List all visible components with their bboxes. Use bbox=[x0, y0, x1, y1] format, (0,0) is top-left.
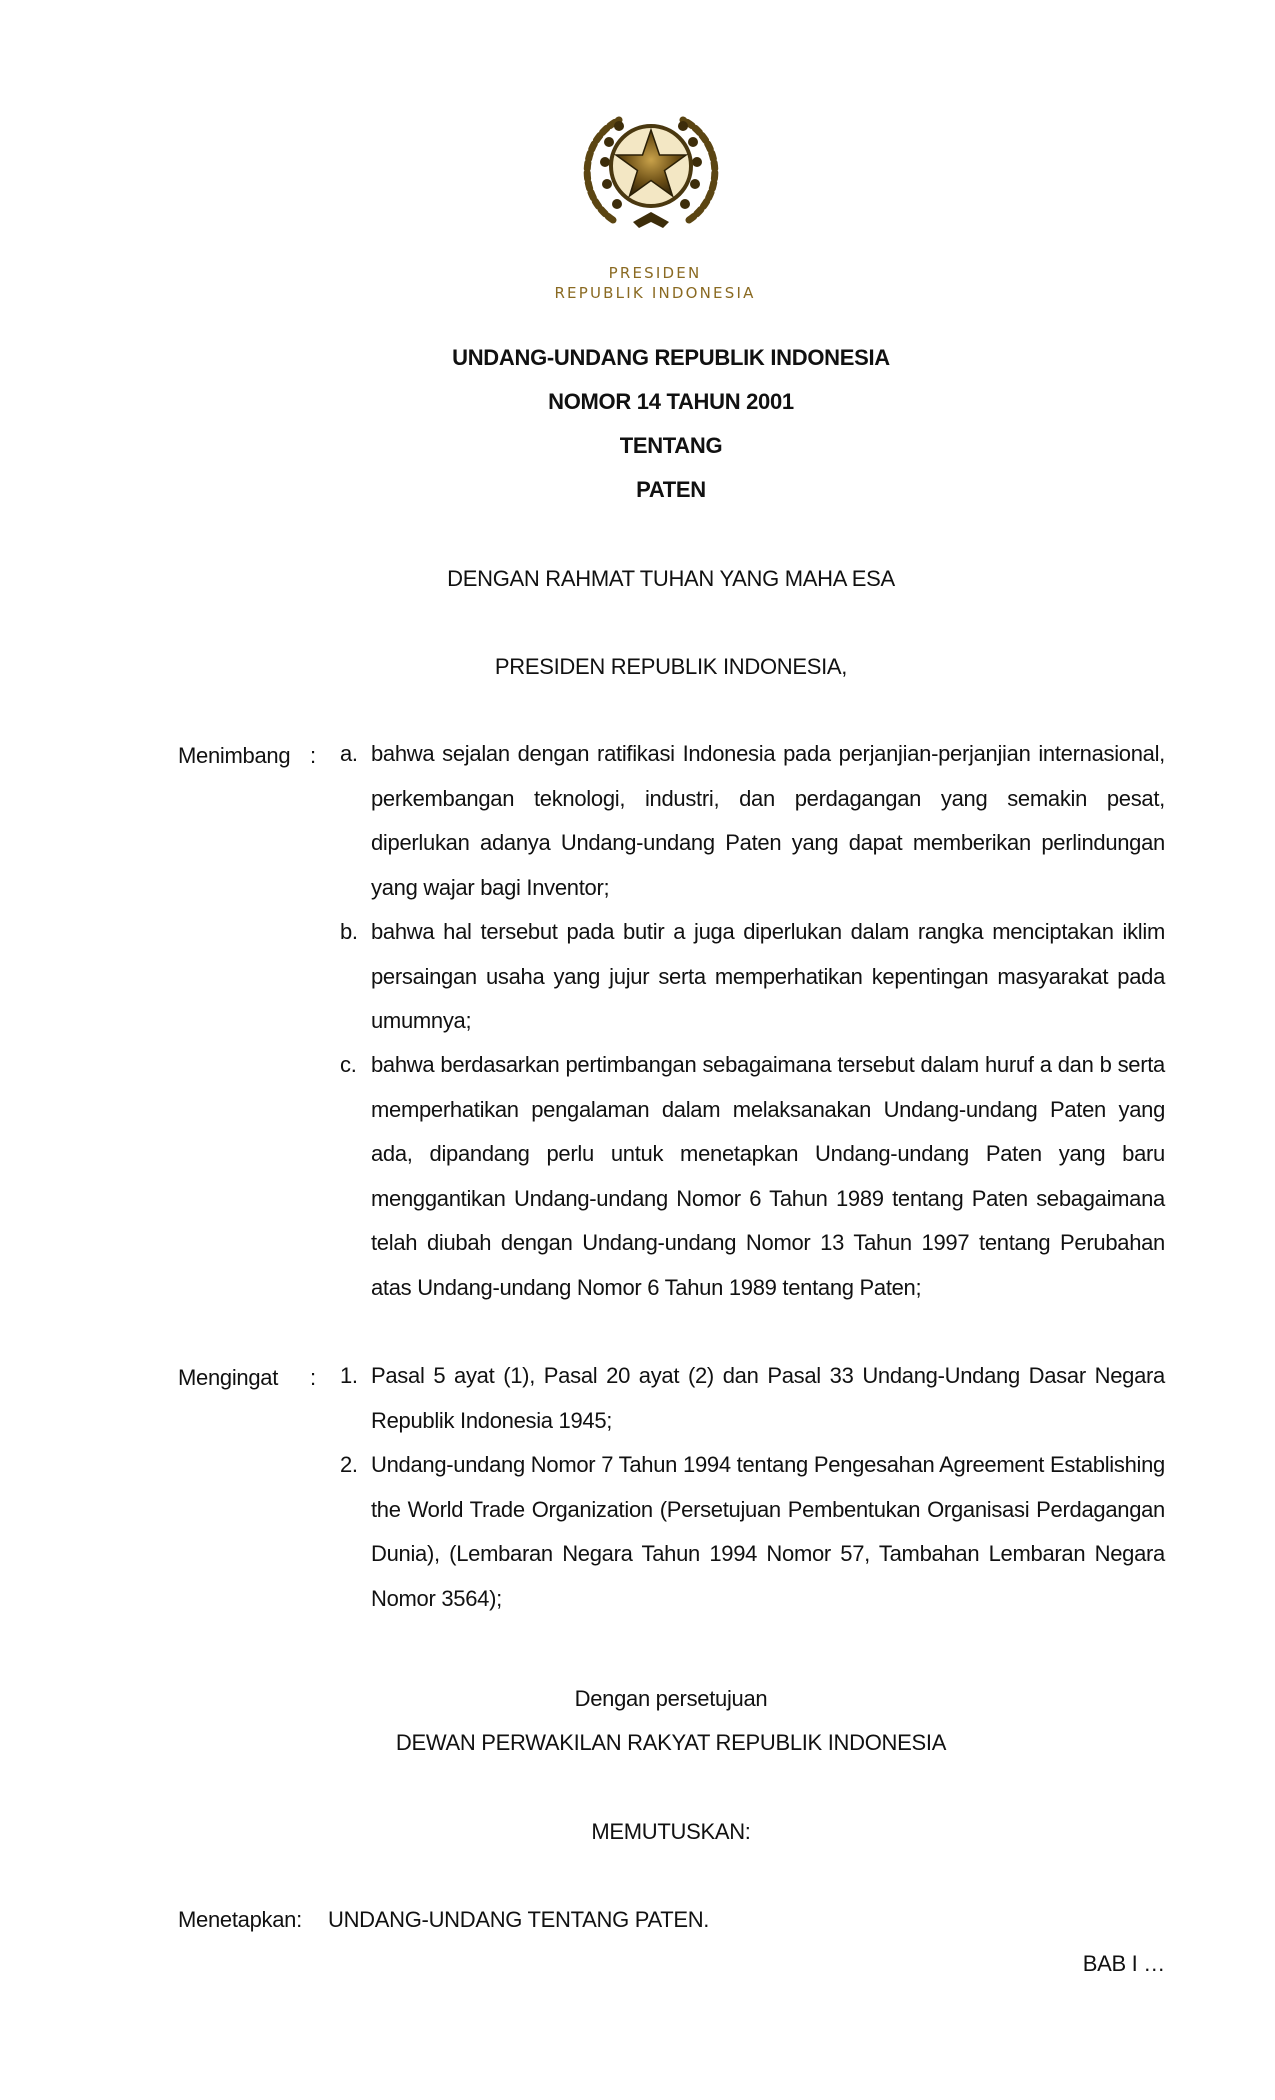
memutuskan-heading: MEMUTUSKAN: bbox=[591, 1819, 751, 1844]
opening-rahmat: DENGAN RAHMAT TUHAN YANG MAHA ESA bbox=[447, 566, 895, 591]
item-marker: b. bbox=[340, 919, 358, 944]
persetujuan-body: DEWAN PERWAKILAN RAKYAT REPUBLIK INDONESIA bbox=[395, 1730, 947, 1755]
item-text: bahwa berdasarkan pertimbangan sebagaimana tersebut dalam huruf a dan b serta memperhatikan pengalaman dalam melaksanakan Undang-undang Paten yang ada, dipandang perlu untuk menetapkan Undang-undang Paten yang baru menggantikan Undang-undang Nomor 6 Tahun 1989 tentang Paten sebagaimana telah diubah dengan Undang-undang Nomor 13 Tahun 1997 tentang Perubahan atas Undang-undang Nomor 6 Tahun 1989 tentang Paten; bbox=[371, 1052, 1165, 1300]
item-text: Undang-undang Nomor 7 Tahun 1994 tentang Pengesahan Agreement Establishing the World Trade Organization (Persetujuan Pembentukan Organisasi Perdagangan Dunia), (Lembaran Negara Tahun 1994 Nomor 57, Tambahan Lembaran Negara Nomor 3564); bbox=[371, 1452, 1165, 1611]
menetapkan-value: UNDANG-UNDANG TENTANG PATEN. bbox=[328, 1907, 710, 1932]
persetujuan-intro: Dengan persetujuan bbox=[574, 1686, 768, 1711]
law-subject: PATEN bbox=[636, 477, 706, 502]
item-text: Pasal 5 ayat (1), Pasal 20 ayat (2) dan Pasal 33 Undang-Undang Dasar Negara Republik Indonesia 1945; bbox=[371, 1363, 1165, 1433]
item-marker: 2. bbox=[340, 1452, 358, 1477]
menimbang-item-c bbox=[340, 1043, 1165, 1310]
item-text: bahwa sejalan dengan ratifikasi Indonesia pada perjanjian-perjanjian internasional, perkembangan teknologi, industri, dan perdagangan yang semakin pesat, diperlukan adanya Undang-undang Paten yang dapat memberikan perlindungan yang wajar bagi Inventor; bbox=[371, 741, 1165, 900]
menimbang-colon: : bbox=[310, 743, 317, 768]
emblem-caption-presiden: PRESIDEN bbox=[608, 264, 702, 282]
law-tentang: TENTANG bbox=[619, 433, 723, 458]
item-marker: a. bbox=[340, 741, 358, 766]
item-marker: c. bbox=[340, 1052, 357, 1077]
mengingat-item-1 bbox=[340, 1354, 1165, 1443]
mengingat-colon: : bbox=[310, 1365, 317, 1390]
item-marker: 1. bbox=[340, 1363, 358, 1388]
menimbang-label: Menimbang bbox=[178, 743, 291, 768]
opening-presiden: PRESIDEN REPUBLIK INDONESIA, bbox=[494, 654, 848, 679]
emblem-caption-republik: REPUBLIK INDONESIA bbox=[554, 284, 756, 302]
menimbang-item-b bbox=[340, 910, 1165, 1044]
menetapkan-label: Menetapkan: bbox=[178, 1907, 302, 1932]
law-title: UNDANG-UNDANG REPUBLIK INDONESIA bbox=[452, 345, 890, 370]
presidential-emblem-icon bbox=[583, 100, 719, 236]
menimbang-item-a bbox=[340, 732, 1165, 910]
mengingat-label: Mengingat bbox=[178, 1365, 279, 1390]
item-text: bahwa hal tersebut pada butir a juga diperlukan dalam rangka menciptakan iklim persaingan usaha yang jujur serta memperhatikan kepentingan masyarakat pada umumnya; bbox=[371, 919, 1165, 1033]
next-chapter-indicator: BAB I … bbox=[1082, 1951, 1165, 1976]
mengingat-item-2 bbox=[340, 1443, 1165, 1621]
law-number: NOMOR 14 TAHUN 2001 bbox=[548, 389, 794, 414]
